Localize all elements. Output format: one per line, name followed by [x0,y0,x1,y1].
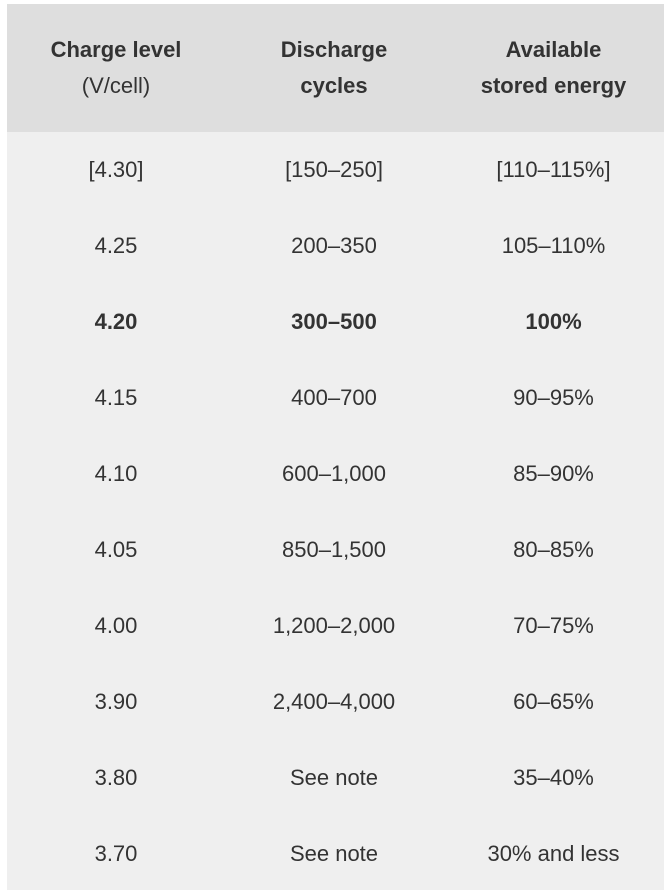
cell-stored-energy: 90–95% [513,385,594,410]
battery-charge-table [7,4,664,892]
table-row [7,132,664,208]
cell-discharge-cycles: See note [289,765,379,790]
header-discharge-cycles-line2: cycles [300,73,368,98]
cell-discharge-cycles: See note [289,841,379,866]
header-discharge-cycles-line1: Discharge [280,37,388,62]
cell-charge-level: 4.10 [94,461,138,486]
header-charge-level-title: Charge level [50,37,182,62]
table-body [7,132,664,892]
cell-discharge-cycles: 600–1,000 [282,461,386,486]
cell-discharge-cycles: 2,400–4,000 [272,689,396,714]
table-row [7,208,664,284]
cell-stored-energy: 80–85% [513,537,594,562]
cell-discharge-cycles: 200–350 [291,233,377,258]
cell-charge-level: 4.00 [94,613,138,638]
cell-charge-level: [4.30] [88,157,144,182]
table-row [7,512,664,588]
cell-charge-level: 3.70 [94,841,138,866]
table-row [7,588,664,664]
cell-stored-energy: 60–65% [513,689,594,714]
battery-table-container [7,4,664,890]
cell-charge-level: 4.15 [94,385,138,410]
cell-discharge-cycles: 1,200–2,000 [272,613,396,638]
cell-stored-energy: 35–40% [513,765,594,790]
header-row [7,4,664,132]
table-row [7,284,664,360]
table-row [7,740,664,816]
cell-discharge-cycles: 400–700 [291,385,377,410]
cell-stored-energy: 100% [525,309,582,334]
cell-charge-level: 3.90 [94,689,138,714]
header-charge-level [7,4,225,132]
header-charge-level-unit: (V/cell) [81,73,151,98]
table-row [7,816,664,892]
table-row [7,360,664,436]
cell-stored-energy: 105–110% [501,233,606,258]
cell-discharge-cycles: [150–250] [285,157,383,182]
header-available-energy-line2: stored energy [480,73,627,98]
table-row [7,436,664,512]
header-available-energy-line1: Available [505,37,602,62]
cell-discharge-cycles: 300–500 [291,309,377,334]
table-header [7,4,664,132]
cell-stored-energy: [110–115%] [496,157,611,182]
cell-charge-level: 4.25 [94,233,138,258]
table-row [7,664,664,740]
cell-charge-level: 4.05 [94,537,138,562]
cell-charge-level: 3.80 [94,765,138,790]
header-discharge-cycles [225,4,443,132]
cell-stored-energy: 85–90% [513,461,594,486]
cell-stored-energy: 30% and less [487,841,620,866]
cell-stored-energy: 70–75% [513,613,594,638]
header-available-energy [443,4,664,132]
cell-charge-level: 4.20 [94,309,138,334]
cell-discharge-cycles: 850–1,500 [282,537,386,562]
